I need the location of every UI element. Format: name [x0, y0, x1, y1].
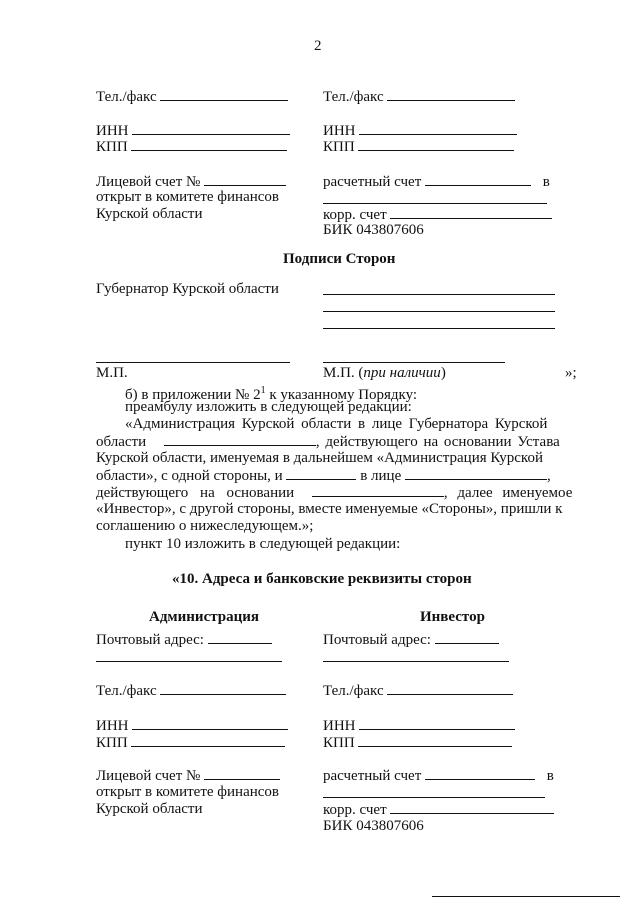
postal-field-line2[interactable] — [96, 661, 282, 662]
corr-field[interactable] — [390, 801, 554, 814]
p1-line4-field1[interactable] — [286, 467, 356, 480]
p1-line1-text: «Администрация Курской области в лице Губернатора Курской — [125, 416, 548, 432]
kpp-field[interactable] — [131, 138, 287, 151]
inn-label: ИНН — [323, 123, 356, 139]
mp-left: М.П. — [96, 365, 128, 381]
settlement-label: расчетный счет — [323, 768, 422, 784]
tel-fax-label: Тел./факс — [96, 683, 157, 699]
p1-line6: «Инвестор», с другой стороны, вместе именуемые «Стороны», пришли к — [96, 501, 563, 517]
p1-line3: Курской области, именуемая в дальнейшем «Администрация Курской — [96, 450, 543, 466]
item-b-suffix: к указанному Порядку: — [265, 387, 418, 403]
mp-right-suffix: ) — [440, 365, 446, 381]
in-word: в — [542, 174, 550, 190]
preamble-intro: преамбулу изложить в следующей редакции: — [125, 399, 412, 415]
bank-name-field[interactable] — [323, 797, 545, 798]
kpp-label: КПП — [323, 735, 355, 751]
p1-line5-field[interactable] — [312, 484, 444, 497]
kpp-field[interactable] — [358, 138, 514, 151]
bik-text: БИК 043807606 — [323, 222, 424, 238]
p1-line2-b: , действующего на основании Устава — [315, 434, 560, 450]
settlement-field[interactable] — [425, 173, 531, 186]
kpp-label: КПП — [96, 735, 128, 751]
admin-heading: Администрация — [149, 609, 260, 625]
p1-line4-field2[interactable] — [405, 467, 547, 480]
tel-fax-label: Тел./факс — [96, 89, 157, 105]
opened-in-text: открыт в комитете финансов — [96, 784, 279, 800]
kpp-field[interactable] — [131, 734, 285, 747]
corr-label: корр. счет — [323, 802, 387, 818]
signature-line-1[interactable] — [323, 294, 555, 295]
closing-quote: »; — [565, 365, 577, 381]
settlement-field[interactable] — [425, 767, 535, 780]
signatures-heading: Подписи Сторон — [283, 251, 396, 267]
in-word: в — [546, 768, 554, 784]
inn-label: ИНН — [96, 123, 129, 139]
tel-fax-field[interactable] — [160, 682, 286, 695]
p1-line2-field[interactable] — [164, 433, 316, 446]
corr-field[interactable] — [390, 206, 552, 219]
tel-fax-field[interactable] — [160, 88, 288, 101]
signature-line-2[interactable] — [323, 311, 555, 312]
account-label: Лицевой счет № — [96, 174, 201, 190]
postal-field-line2[interactable] — [323, 661, 509, 662]
p1-line4 — [96, 467, 576, 485]
kpp-field[interactable] — [358, 734, 512, 747]
bank-name-field[interactable] — [323, 203, 547, 204]
left-signature-line[interactable] — [96, 362, 290, 363]
inn-field[interactable] — [132, 717, 288, 730]
point10-intro: пункт 10 изложить в следующей редакции: — [125, 536, 401, 552]
tel-fax-label: Тел./факс — [323, 89, 384, 105]
item-b-sup: 1 — [260, 385, 266, 396]
p1-line5-a: действующего на основании — [96, 485, 295, 501]
inn-label: ИНН — [96, 718, 129, 734]
p1-line2-a: области — [96, 434, 147, 450]
account-field[interactable] — [204, 767, 280, 780]
p1-line4-b: в лице — [360, 468, 402, 484]
opened-in-text: открыт в комитете финансов — [96, 189, 279, 205]
corr-label: корр. счет — [323, 207, 387, 223]
mp-right-prefix: М.П. ( — [323, 365, 364, 381]
p1-line1 — [125, 416, 576, 433]
bik-text: БИК 043807606 — [323, 818, 424, 834]
settlement-label: расчетный счет — [323, 174, 422, 190]
region-text: Курской области — [96, 801, 203, 817]
investor-heading: Инвестор — [420, 609, 485, 625]
inn-label: ИНН — [323, 718, 356, 734]
kpp-label: КПП — [96, 139, 128, 155]
footer-rule — [432, 896, 620, 897]
account-field[interactable] — [204, 173, 286, 186]
postal-label: Почтовый адрес: — [96, 632, 204, 648]
mp-right — [323, 365, 446, 382]
right-signature-line[interactable] — [323, 362, 505, 363]
p1-line4-a: области», с одной стороны, и — [96, 468, 283, 484]
p1-line2 — [96, 433, 576, 451]
inn-field[interactable] — [359, 122, 517, 135]
p1-line5 — [96, 484, 576, 502]
postal-label: Почтовый адрес: — [323, 632, 431, 648]
p1-line7: соглашению о нижеследующем.»; — [96, 518, 314, 534]
p1-line4-c: , — [546, 468, 551, 484]
item-b-prefix: б) в приложении № 2 — [125, 387, 261, 403]
account-label: Лицевой счет № — [96, 768, 201, 784]
postal-field[interactable] — [208, 631, 272, 644]
inn-field[interactable] — [132, 122, 290, 135]
mp-right-italic: при наличии — [363, 365, 441, 381]
inn-field[interactable] — [359, 717, 515, 730]
tel-fax-label: Тел./факс — [323, 683, 384, 699]
p1-line5-b: , далее именуемое — [443, 485, 573, 501]
signature-line-3[interactable] — [323, 328, 555, 329]
tel-fax-field[interactable] — [387, 88, 515, 101]
kpp-label: КПП — [323, 139, 355, 155]
region-text: Курской области — [96, 206, 203, 222]
postal-field[interactable] — [435, 631, 499, 644]
section10-title: «10. Адреса и банковские реквизиты сторон — [172, 571, 472, 587]
page-number: 2 — [314, 38, 322, 54]
tel-fax-field[interactable] — [387, 682, 513, 695]
governor-label: Губернатор Курской области — [96, 281, 279, 297]
